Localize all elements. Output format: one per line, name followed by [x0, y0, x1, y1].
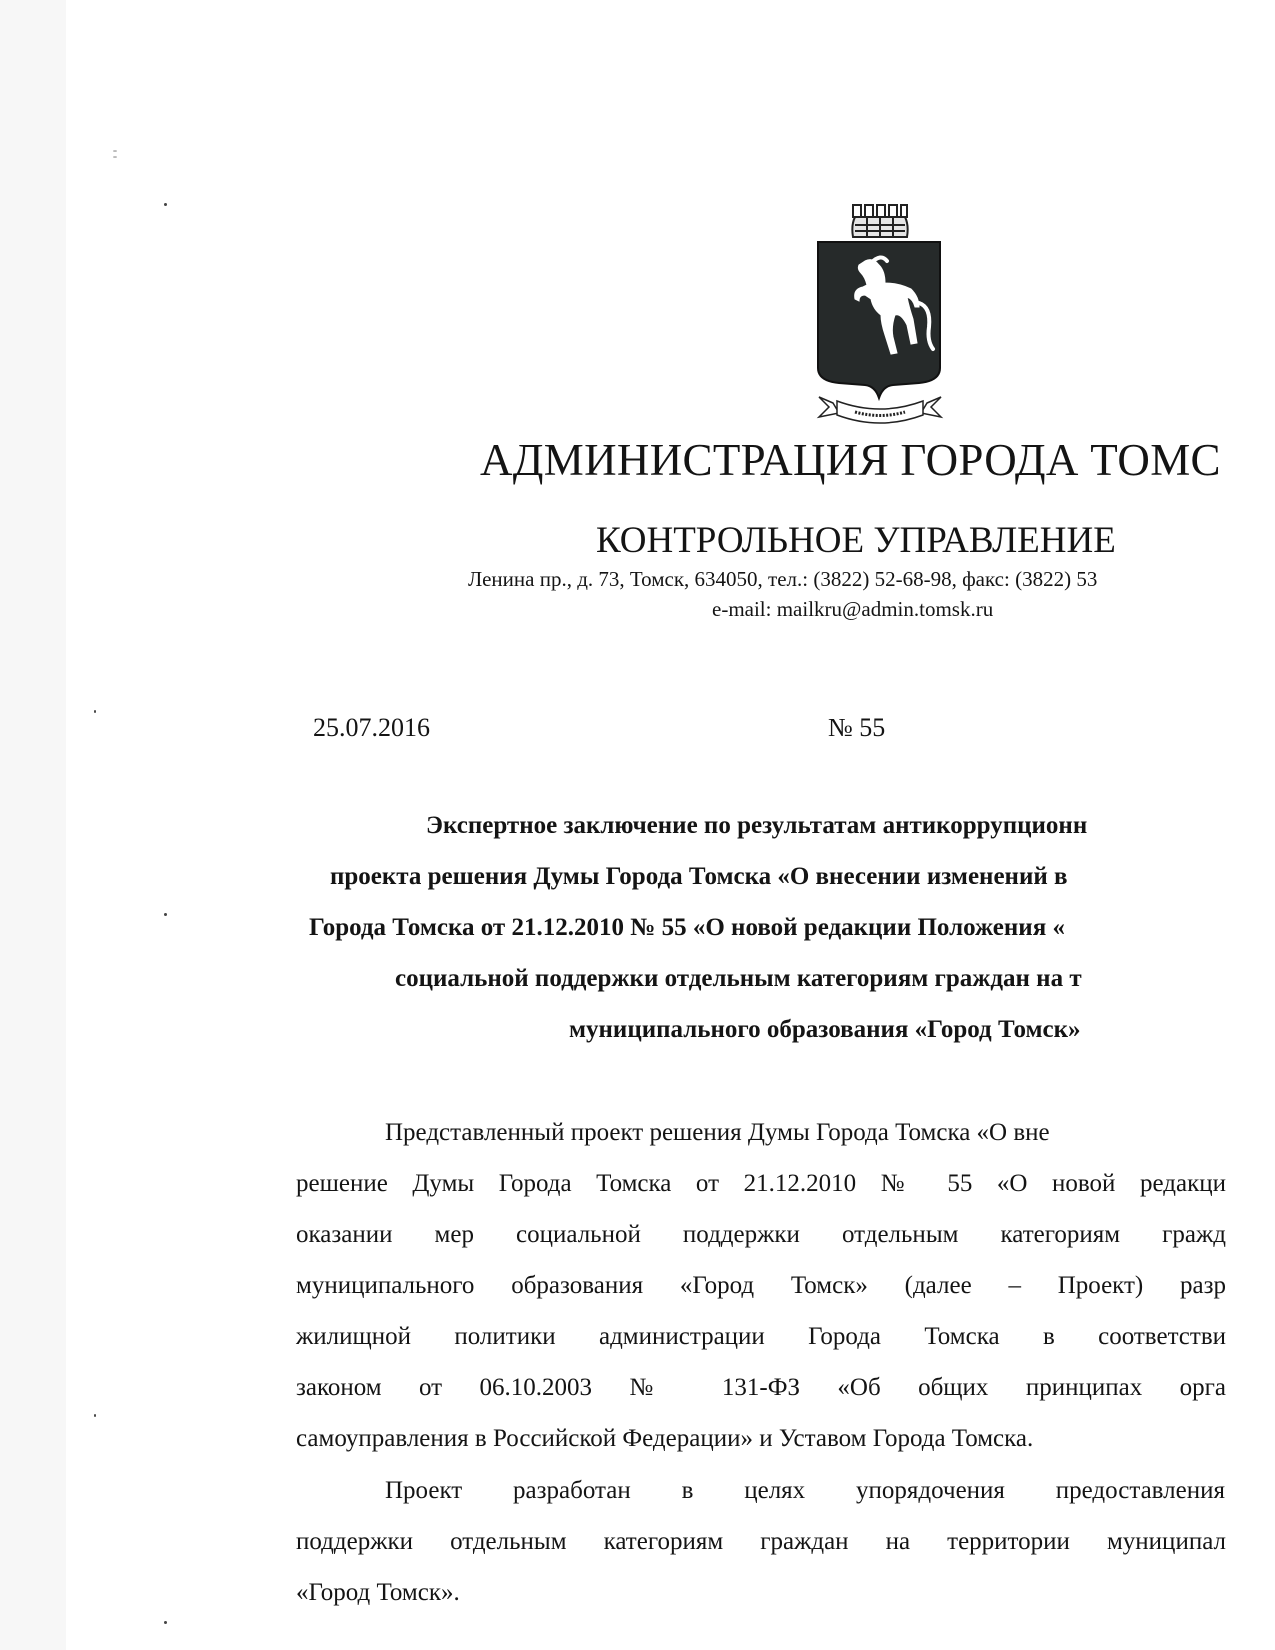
- title-line: социальной поддержки отдельным категориям граждан на т: [395, 965, 1082, 992]
- title-line: муниципального образования «Город Томск»: [569, 1016, 1081, 1043]
- document-number: № 55: [828, 713, 886, 742]
- motto-ribbon: [819, 397, 941, 423]
- title-line: Города Томска от 21.12.2010 № 55 «О новой редакции Положения «: [309, 914, 1065, 941]
- organization-name: АДМИНИСТРАЦИЯ ГОРОДА ТОМС: [480, 435, 1221, 485]
- body-line: поддержки отдельным категориям граждан на территории муниципал: [296, 1528, 1226, 1555]
- body-line: «Город Томск».: [296, 1579, 460, 1606]
- body-line: решение Думы Города Томска от 21.12.2010 № 55 «О новой редакци: [296, 1170, 1226, 1197]
- email-line: e-mail: mailkru@admin.tomsk.ru: [712, 597, 994, 621]
- body-line: жилищной политики администрации Города Томска в соответстви: [296, 1323, 1226, 1350]
- body-line: оказании мер социальной поддержки отдельным категориям гражд: [296, 1221, 1226, 1248]
- title-line: проекта решения Думы Города Томска «О внесении изменений в: [330, 863, 1068, 890]
- title-line: Экспертное заключение по результатам антикоррупционн: [426, 812, 1088, 839]
- body-line: муниципального образования «Город Томск» (далее – Проект) разр: [296, 1272, 1226, 1299]
- body-line: самоуправления в Российской Федерации» и Уставом Города Томска.: [296, 1425, 1034, 1452]
- body-line: Представленный проект решения Думы Города Томска «О вне: [385, 1119, 1050, 1146]
- department-name: КОНТРОЛЬНОЕ УПРАВЛЕНИЕ: [596, 520, 1116, 561]
- body-line: Проект разработан в целях упорядочения предоставления: [385, 1477, 1225, 1504]
- document-date: 25.07.2016: [313, 713, 430, 742]
- address-line: Ленина пр., д. 73, Томск, 634050, тел.: (3822) 52-68-98, факс: (3822) 53: [468, 567, 1098, 591]
- tomsk-coat-of-arms-icon: [815, 203, 945, 433]
- body-line: законом от 06.10.2003 № 131-ФЗ «Об общих принципах орга: [296, 1374, 1226, 1401]
- mural-crown-icon: [852, 205, 907, 237]
